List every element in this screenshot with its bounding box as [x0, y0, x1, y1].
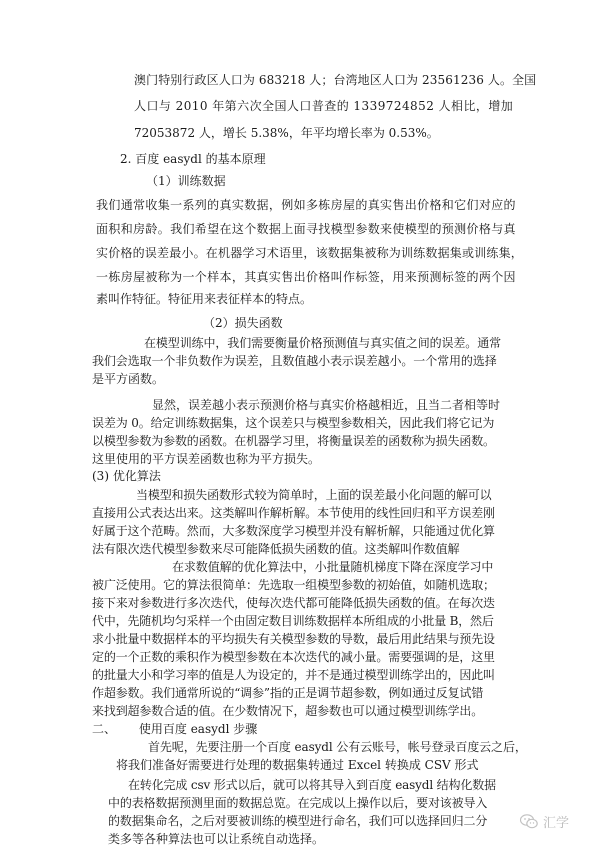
body-text-line: 将我们准备好需要进行处理的数据集转通过 Excel 转换成 CSV 形式	[116, 758, 479, 772]
subsection-heading: （1）训练数据	[146, 174, 226, 188]
subsection-heading: (3) 优化算法	[92, 469, 161, 483]
body-text-line: 实价格的误差最小。在机器学习术语里，该数据集被称为训练数据集或训练集，	[96, 246, 524, 260]
body-text-line: 在转化完成 csv 形式以后，就可以将其导入到百度 easydl 结构化数据	[128, 778, 496, 792]
body-text-line: 代中，先随机均匀采样一个由固定数目训练数据样本所组成的小批量 B，然后	[92, 614, 494, 628]
body-text-line: 中的表格数据预测里面的数据总览。在完成以上操作以后，要对该被导入	[108, 796, 488, 810]
body-text-line: 在模型训练中，我们需要衡量价格预测值与真实值之间的误差。通常	[144, 336, 502, 350]
body-text-line: 定的一个正数的乘积作为模型参数在本次迭代的减小量。需要强调的是，这里	[92, 650, 495, 664]
body-text-line: 当模型和损失函数形式较为简单时，上面的误差最小化问题的解可以	[136, 488, 492, 502]
section-heading: 二、 使用百度 easydl 步骤	[92, 722, 258, 736]
body-text-line: 好属于这个范畴。然而，大多数深度学习模型并没有解析解，只能通过优化算	[92, 524, 495, 538]
body-text-line: 以模型参数为参数的函数。在机器学习里，将衡量误差的函数称为损失函数。	[92, 434, 495, 448]
body-text-line: 这里使用的平方误差函数也称为平方损失。	[92, 452, 321, 466]
body-text-line: 类多等各种算法也可以让系统自动选择。	[108, 832, 325, 846]
watermark	[520, 812, 569, 831]
body-text-line: 在求数值解的优化算法中，小批量随机梯度下降在深度学习中	[172, 560, 494, 574]
section-heading: 2. 百度 easydl 的基本原理	[120, 152, 266, 166]
body-text-line: 作超参数。我们通常所说的“调参”指的正是调节超参数，例如通过反复试错	[92, 686, 484, 700]
body-text-line: 的批量大小和学习率的值是人为设定的，并不是通过模型训练学出的，因此叫	[92, 668, 495, 682]
body-text-line: 澳门特别行政区人口为 683218 人；台湾地区人口为 23561236 人。全国	[134, 73, 537, 87]
body-text-line: 是平方函数。	[92, 372, 165, 386]
body-text-line: 求小批量中数据样本的平均损失有关模型参数的导数，最后用此结果与预先设	[92, 632, 495, 646]
body-text-line: 素叫作特征。特征用来表征样本的特点。	[96, 292, 313, 306]
body-text-line: 首先呢，先要注册一个百度 easydl 公有云账号，帐号登录百度云之后，	[148, 740, 527, 754]
body-text-line: 72053872 人，增长 5.38%，年平均增长率为 0.53%。	[134, 126, 439, 140]
body-text-line: 来找到超参数合适的值。在少数情况下，超参数也可以通过模型训练学出。	[92, 704, 484, 718]
body-text-line: 法有限次迭代模型参数来尽可能降低损失函数的值。这类解叫作数值解	[92, 542, 460, 556]
body-text-line: 面积和房龄。我们希望在这个数据上面寻找模型参数来使模型的预测价格与真	[96, 222, 516, 236]
watermark-text: 汇学	[543, 816, 570, 831]
body-text-line: 人口与 2010 年第六次全国人口普查的 1339724852 人相比，增加	[134, 99, 514, 113]
body-text-line: 我们会选取一个非负数作为误差，且数值越小表示误差越小。一个常用的选择	[92, 354, 497, 368]
body-text-line: 显然，误差越小表示预测价格与真实价格越相近，且当二者相等时	[152, 398, 501, 412]
body-text-line: 接下来对参数进行多次迭代，使每次迭代都可能降低损失函数的值。在每次迭	[92, 596, 495, 610]
body-text-line: 误差为 0。给定训练数据集，这个误差只与模型参数相关，因此我们将它记为	[92, 416, 495, 430]
body-text-line: 的数据集命名，之后对要被训练的模型进行命名，我们可以选择回归二分	[108, 814, 488, 828]
body-text-line: 直接用公式表达出来。这类解叫作解析解。本节使用的线性回归和平方误差刚	[92, 506, 495, 520]
body-text-line: 被广泛使用。它的算法很简单：先选取一组模型参数的初始值，如随机选取；	[92, 578, 495, 592]
body-text-line: 我们通常收集一系列的真实数据，例如多栋房屋的真实售出价格和它们对应的	[96, 198, 516, 212]
body-text-line: 一栋房屋被称为一个样本，其真实售出价格叫作标签，用来预测标签的两个因	[96, 270, 516, 284]
subsection-heading: （2）损失函数	[203, 316, 283, 330]
wechat-icon	[520, 814, 538, 829]
